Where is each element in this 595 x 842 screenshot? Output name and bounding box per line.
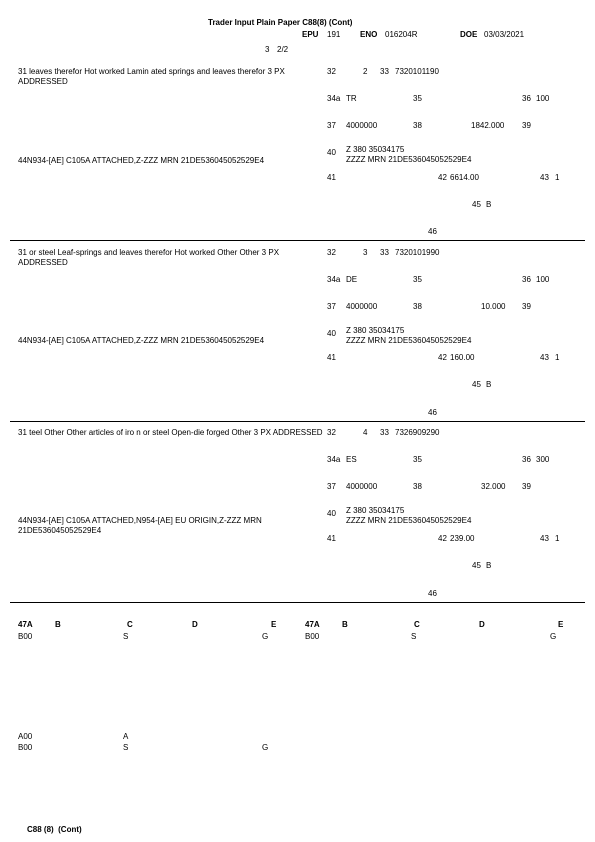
box40-label: 40 — [327, 329, 336, 338]
procedure-code: 4000000 — [346, 302, 378, 311]
box37-label: 37 — [327, 302, 336, 311]
box31-description: 31 teel Other Other articles of iro n or steel Open-die forged Other 3 PX ADDRESSED — [18, 428, 323, 437]
preference: 100 — [536, 275, 550, 284]
preference: 100 — [536, 94, 550, 103]
item-number: 4 — [363, 428, 368, 437]
box38-label: 38 — [413, 302, 422, 311]
previous-document-2: ZZZZ MRN 21DE536045052529E4 — [346, 336, 472, 345]
adjustment: B — [486, 380, 492, 389]
box38-label: 38 — [413, 121, 422, 130]
box34a-label: 34a — [327, 275, 341, 284]
divider — [10, 421, 585, 422]
payment-method-cell: G — [550, 632, 557, 641]
epu-value: 191 — [327, 30, 341, 39]
box32-label: 32 — [327, 248, 336, 257]
box43-label: 43 — [540, 173, 549, 182]
column-e-header: E — [271, 620, 277, 629]
column-c-header: C — [127, 620, 133, 629]
box42-label: 42 — [438, 173, 447, 182]
box46-label: 46 — [428, 408, 437, 417]
box34a-label: 34a — [327, 455, 341, 464]
box46-label: 46 — [428, 589, 437, 598]
eno-value: 016204R — [385, 30, 418, 39]
box47a-header: 47A — [18, 620, 33, 629]
tax-type-cell: B00 — [18, 632, 33, 641]
form-title: Trader Input Plain Paper C88(8) (Cont) — [208, 18, 353, 27]
net-mass: 1842.000 — [471, 121, 505, 130]
commodity-code: 7326909290 — [395, 428, 440, 437]
divider — [10, 240, 585, 241]
commodity-code: 7320101990 — [395, 248, 440, 257]
box31-description: 31 or steel Leaf-springs and leaves therefor Hot worked Other Other 3 PX ADDRESSED — [18, 248, 280, 267]
box35-label: 35 — [413, 455, 422, 464]
payment-method-cell: G — [262, 743, 269, 752]
box39-label: 39 — [522, 302, 531, 311]
epu-label: EPU — [302, 30, 319, 39]
box33-label: 33 — [380, 428, 389, 437]
box40-label: 40 — [327, 148, 336, 157]
box41-label: 41 — [327, 173, 336, 182]
form-footer: C88 (8) (Cont) — [27, 825, 82, 834]
box36-label: 36 — [522, 275, 531, 284]
divider — [10, 602, 585, 603]
tax-type-cell: B00 — [18, 743, 33, 752]
column-b-header: B — [55, 620, 61, 629]
column-d-header: D — [479, 620, 485, 629]
previous-document-1: Z 380 35034175 — [346, 326, 405, 335]
box45-label: 45 — [472, 380, 481, 389]
eno-label: ENO — [360, 30, 378, 39]
preference: 300 — [536, 455, 550, 464]
box47a-header: 47A — [305, 620, 320, 629]
column-c-header: C — [414, 620, 420, 629]
previous-document-1: Z 380 35034175 — [346, 145, 405, 154]
box42-label: 42 — [438, 353, 447, 362]
net-mass: 10.000 — [481, 302, 506, 311]
box38-label: 38 — [413, 482, 422, 491]
box40-label: 40 — [327, 509, 336, 518]
tax-type-cell: B00 — [305, 632, 320, 641]
origin-country: TR — [346, 94, 357, 103]
box37-label: 37 — [327, 482, 336, 491]
box33-label: 33 — [380, 248, 389, 257]
box36-label: 36 — [522, 455, 531, 464]
box34a-label: 34a — [327, 94, 341, 103]
box33-label: 33 — [380, 67, 389, 76]
commodity-code: 7320101190 — [395, 67, 439, 76]
box42-label: 42 — [438, 534, 447, 543]
previous-document-1: Z 380 35034175 — [346, 506, 405, 515]
doe-value: 03/03/2021 — [484, 30, 525, 39]
box32-label: 32 — [327, 67, 336, 76]
box46-label: 46 — [428, 227, 437, 236]
tax-rate-cell: S — [123, 743, 129, 752]
box41-label: 41 — [327, 534, 336, 543]
previous-document-2: ZZZZ MRN 21DE536045052529E4 — [346, 155, 472, 164]
valuation-method: 1 — [555, 534, 560, 543]
item-number: 2 — [363, 67, 368, 76]
tax-rate-cell: S — [123, 632, 129, 641]
box35-label: 35 — [413, 94, 422, 103]
box32-label: 32 — [327, 428, 336, 437]
tax-rate-cell: A — [123, 732, 129, 741]
payment-method-cell: G — [262, 632, 269, 641]
box43-label: 43 — [540, 534, 549, 543]
box31-description: 31 leaves therefor Hot worked Lamin ated springs and leaves therefor 3 PX ADDRESSED — [18, 67, 285, 86]
box39-label: 39 — [522, 482, 531, 491]
item-price: 160.00 — [450, 353, 475, 362]
box37-label: 37 — [327, 121, 336, 130]
box43-label: 43 — [540, 353, 549, 362]
page-number: 3 — [265, 45, 270, 54]
box45-label: 45 — [472, 561, 481, 570]
page-of: 2/2 — [277, 45, 289, 54]
item-number: 3 — [363, 248, 368, 257]
valuation-method: 1 — [555, 173, 560, 182]
column-b-header: B — [342, 620, 348, 629]
box39-label: 39 — [522, 121, 531, 130]
previous-document-2: ZZZZ MRN 21DE536045052529E4 — [346, 516, 472, 525]
box44-additional-info: 44N934-[AE] C105A ATTACHED,Z-ZZZ MRN 21DE536045052529E4 — [18, 156, 265, 165]
box41-label: 41 — [327, 353, 336, 362]
procedure-code: 4000000 — [346, 121, 378, 130]
item-price: 239.00 — [450, 534, 475, 543]
box36-label: 36 — [522, 94, 531, 103]
valuation-method: 1 — [555, 353, 560, 362]
procedure-code: 4000000 — [346, 482, 378, 491]
tax-type-cell: A00 — [18, 732, 33, 741]
adjustment: B — [486, 200, 492, 209]
tax-rate-cell: S — [411, 632, 417, 641]
doe-label: DOE — [460, 30, 478, 39]
box35-label: 35 — [413, 275, 422, 284]
column-d-header: D — [192, 620, 198, 629]
net-mass: 32.000 — [481, 482, 506, 491]
origin-country: DE — [346, 275, 358, 284]
column-e-header: E — [558, 620, 564, 629]
box44-additional-info: 44N934-[AE] C105A ATTACHED,N954-[AE] EU ORIGIN,Z-ZZZ MRN 21DE536045052529E4 — [18, 516, 262, 535]
origin-country: ES — [346, 455, 357, 464]
box44-additional-info: 44N934-[AE] C105A ATTACHED,Z-ZZZ MRN 21DE536045052529E4 — [18, 336, 265, 345]
item-price: 6614.00 — [450, 173, 479, 182]
box45-label: 45 — [472, 200, 481, 209]
adjustment: B — [486, 561, 492, 570]
